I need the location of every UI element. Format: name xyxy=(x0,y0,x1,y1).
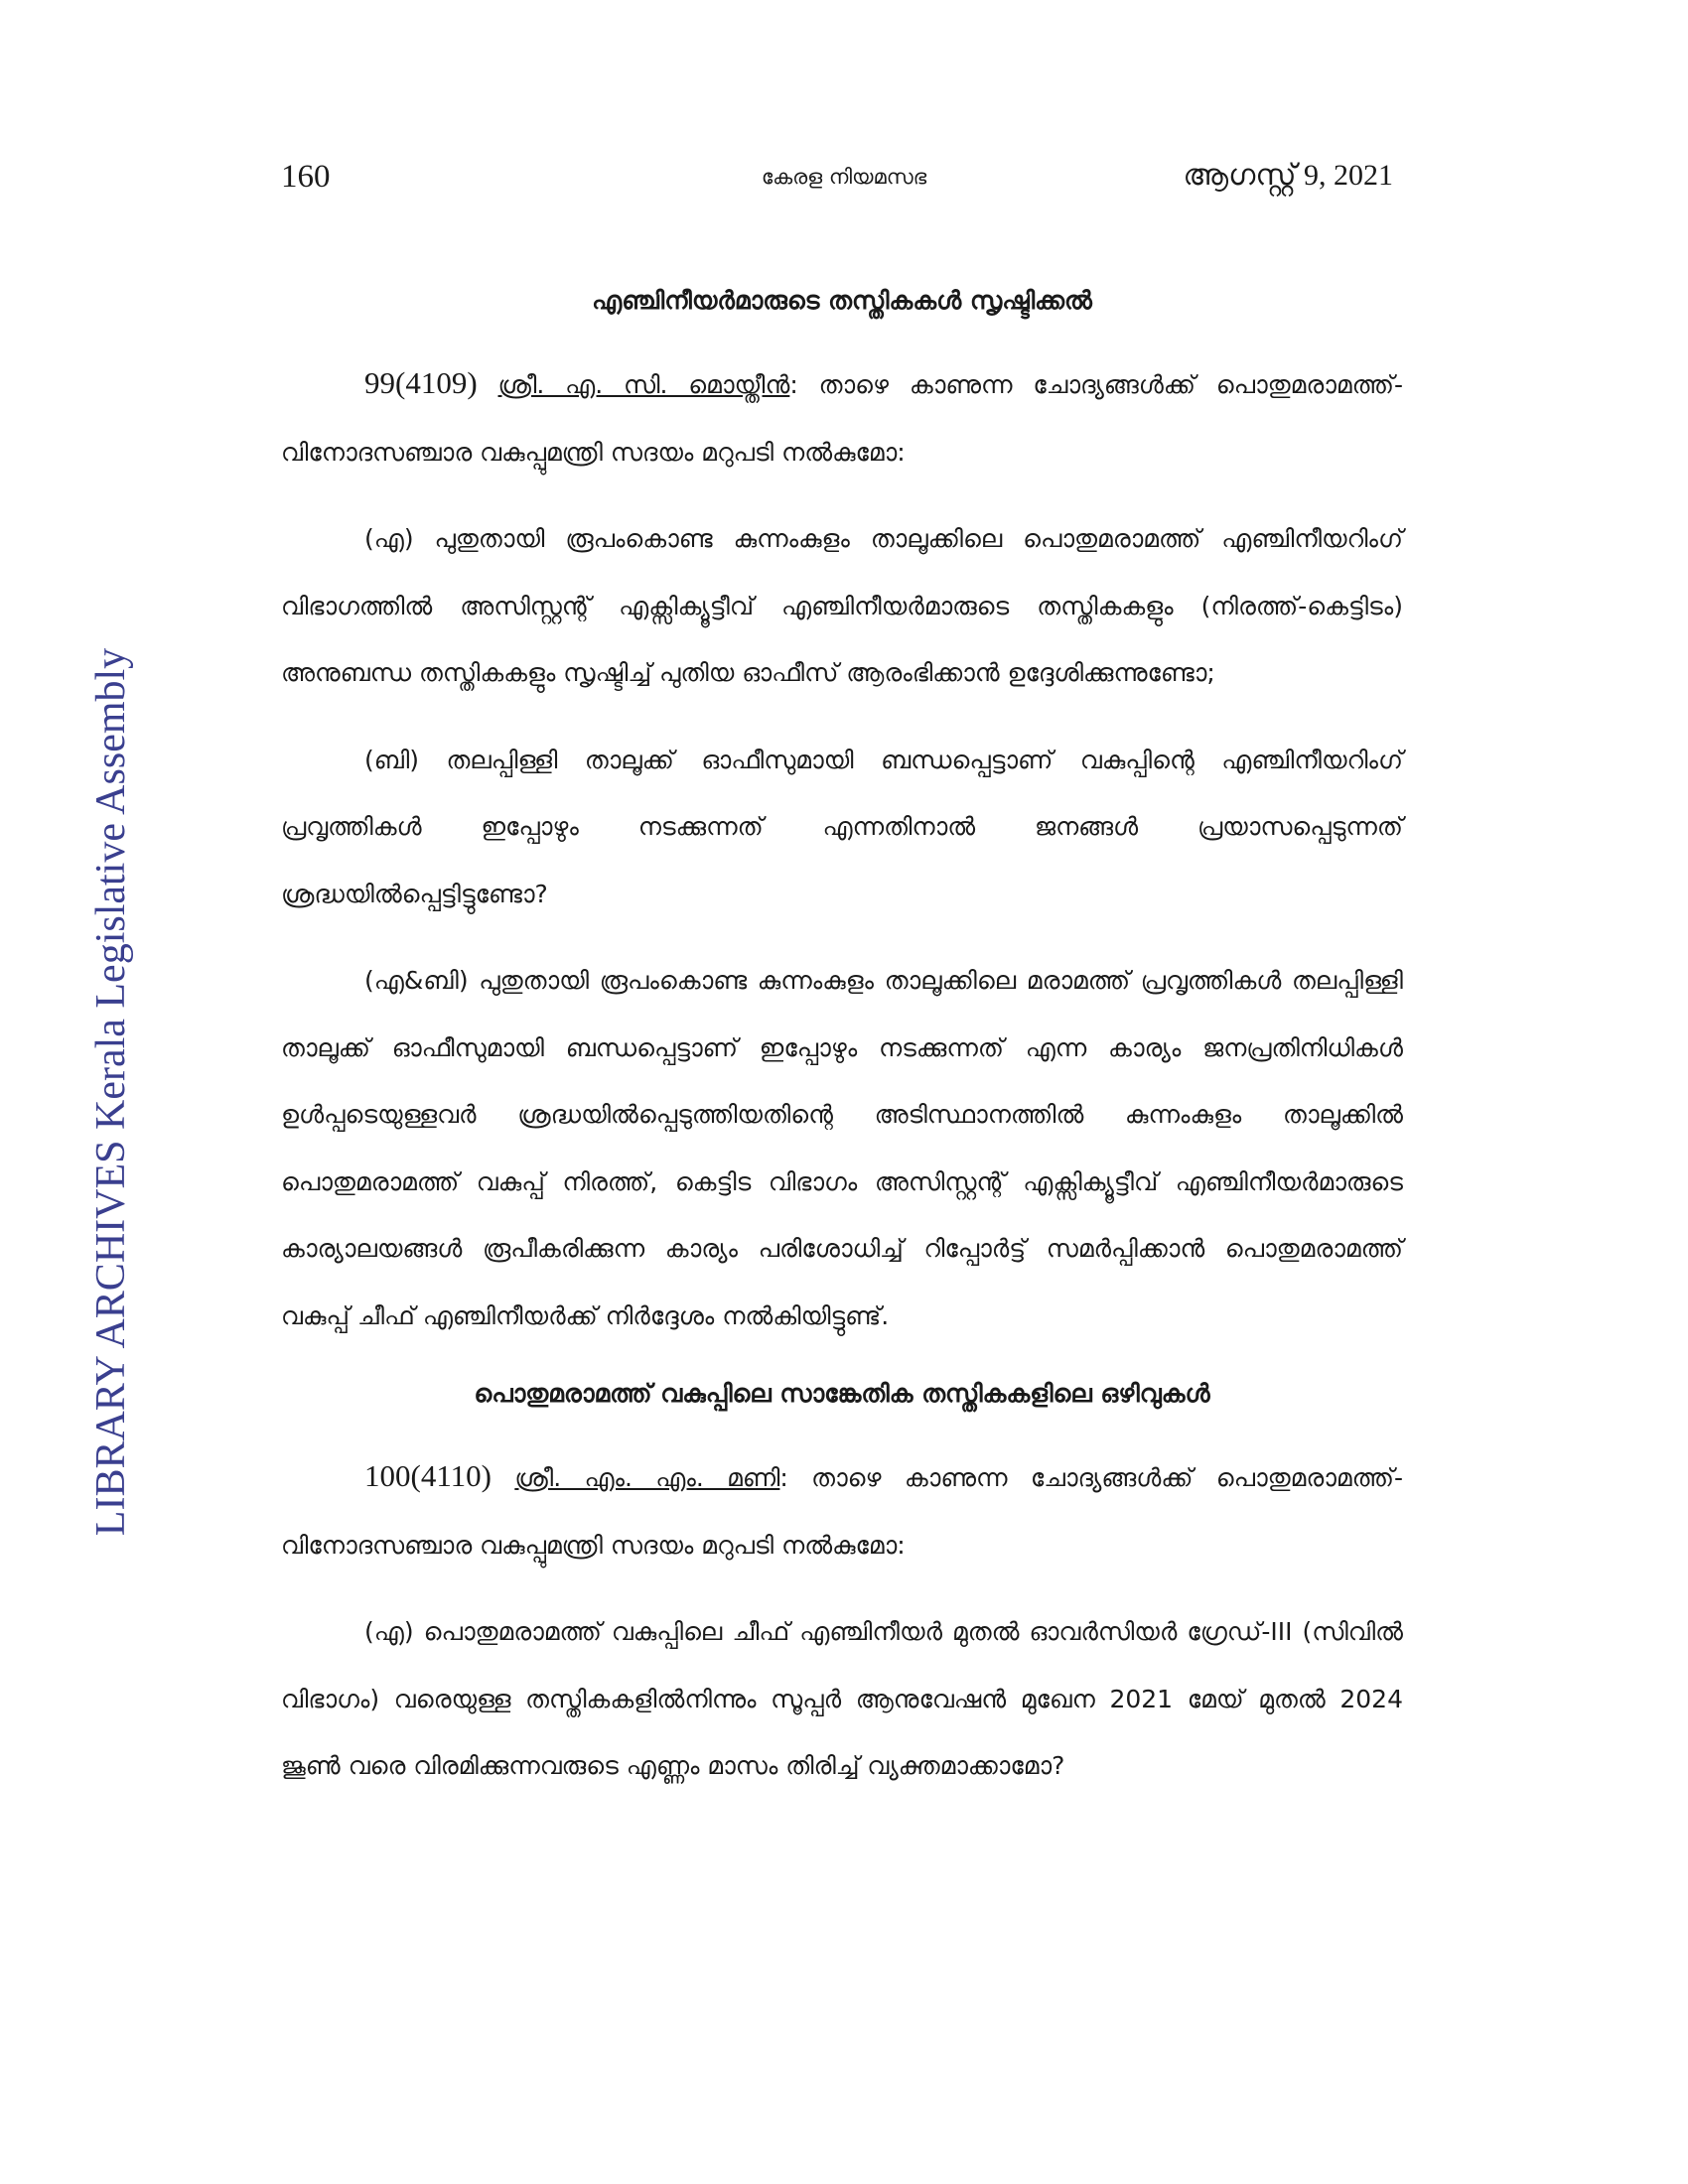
question-number: 99(4109) xyxy=(364,365,478,400)
header-date: ആഗസ്റ്റ് 9, 2021 xyxy=(1183,159,1393,192)
question-99-part-a: (എ) പുതുതായി രൂപംകൊണ്ട കുന്നംകുളം താലൂക്കിലെ പൊതുമരാമത്ത് എഞ്ചിനീയറിംഗ് വിഭാഗത്തിൽ അസിസ്റ്റന്റ് എക്സിക്യൂട്ടീവ് എഞ്ചിനീയർമാരുടെ തസ്തികകളും (നിരത്ത്-കെട്ടിടം) അനുബന്ധ തസ്തികകളും സൃഷ്ടിച്ച് പുതിയ ഓഫീസ് ആരംഭിക്കാൻ ഉദ്ദേശിക്കുന്നുണ്ടോ; xyxy=(281,524,1403,687)
section-title-technical-vacancies: പൊതുമരാമത്ത് വകുപ്പിലെ സാങ്കേതിക തസ്തികകളിലെ ഒഴിവുകൾ xyxy=(474,1379,1210,1408)
question-prompt: : താഴെ കാണുന്ന ചോദ്യങ്ങൾക്ക് പൊതുമരാമത്ത്-വിനോദസഞ്ചാര വകുപ്പുമന്ത്രി സദയം മറുപടി നൽകുമോ: xyxy=(281,1463,1403,1560)
question-100-part-a: (എ) പൊതുമരാമത്ത് വകുപ്പിലെ ചീഫ് എഞ്ചിനീയർ മുതൽ ഓവർസിയർ ഗ്രേഡ്-III (സിവിൽ വിഭാഗം) വരെയുള്ള തസ്തികകളിൽനിന്നും സൂപ്പർ ആനുവേഷൻ മുഖേന 2021 മേയ് മുതൽ 2024 ജൂൺ വരെ വിരമിക്കുന്നവരുടെ എണ്ണം മാസം തിരിച്ച് വ്യക്തമാക്കാമോ? xyxy=(281,1617,1403,1780)
running-title: കേരള നിയമസഭ xyxy=(761,165,927,189)
document-body xyxy=(281,276,1403,1820)
question-99-answer: (എ&ബി) പുതുതായി രൂപംകൊണ്ട കുന്നംകുളം താലൂക്കിലെ മരാമത്ത് പ്രവൃത്തികൾ തലപ്പിള്ളി താലൂക്ക് ഓഫീസുമായി ബന്ധപ്പെട്ടാണ് ഇപ്പോഴും നടക്കുന്നത് എന്ന കാര്യം ജനപ്രതിനിധികൾ ഉൾപ്പടെയുള്ളവർ ശ്രദ്ധയിൽപ്പെടുത്തിയതിന്റെ അടിസ്ഥാനത്തിൽ കുന്നംകുളം താലൂക്കിൽ പൊതുമരാമത്ത് വകുപ്പ് നിരത്ത്, കെട്ടിട വിഭാഗം അസിസ്റ്റന്റ് എക്സിക്യൂട്ടീവ് എഞ്ചിനീയർമാരുടെ കാര്യാലയങ്ങൾ രൂപീകരിക്കുന്ന കാര്യം പരിശോധിച്ച് റിപ്പോർട്ട് സമർപ്പിക്കാൻ പൊതുമരാമത്ത് വകുപ്പ് ചീഫ് എഞ്ചിനീയർക്ക് നിർദ്ദേശം നൽകിയിട്ടുണ്ട്. xyxy=(281,966,1403,1330)
question-99-intro xyxy=(281,349,1403,485)
page-number: 160 xyxy=(281,159,331,195)
archive-watermark: LIBRARY ARCHIVES Kerala Legislative Assembly xyxy=(88,647,134,1537)
question-prompt: : താഴെ കാണുന്ന ചോദ്യങ്ങൾക്ക് പൊതുമരാമത്ത്-വിനോദസഞ്ചാര വകുപ്പുമന്ത്രി സദയം മറുപടി നൽകുമോ: xyxy=(281,370,1403,467)
question-asker: ശ്രീ. എം. എം. മണി xyxy=(514,1463,780,1492)
question-100-intro xyxy=(281,1442,1403,1578)
question-asker: ശ്രീ. എ. സി. മൊയ്തീൻ xyxy=(497,370,790,399)
question-number: 100(4110) xyxy=(364,1458,492,1493)
page-header xyxy=(0,159,1688,208)
question-99-part-b: (ബി) തലപ്പിള്ളി താലൂക്ക് ഓഫീസുമായി ബന്ധപ്പെട്ടാണ് വകുപ്പിന്റെ എഞ്ചിനീയറിംഗ് പ്രവൃത്തികൾ ഇപ്പോഴും നടക്കുന്നത് എന്നതിനാൽ ജനങ്ങൾ പ്രയാസപ്പെടുന്നത് ശ്രദ്ധയിൽപ്പെട്ടിട്ടുണ്ടോ? xyxy=(281,745,1403,908)
section-title-engineer-posts: എഞ്ചിനീയർമാരുടെ തസ്തികകൾ സൃഷ്ടിക്കൽ xyxy=(592,286,1092,315)
